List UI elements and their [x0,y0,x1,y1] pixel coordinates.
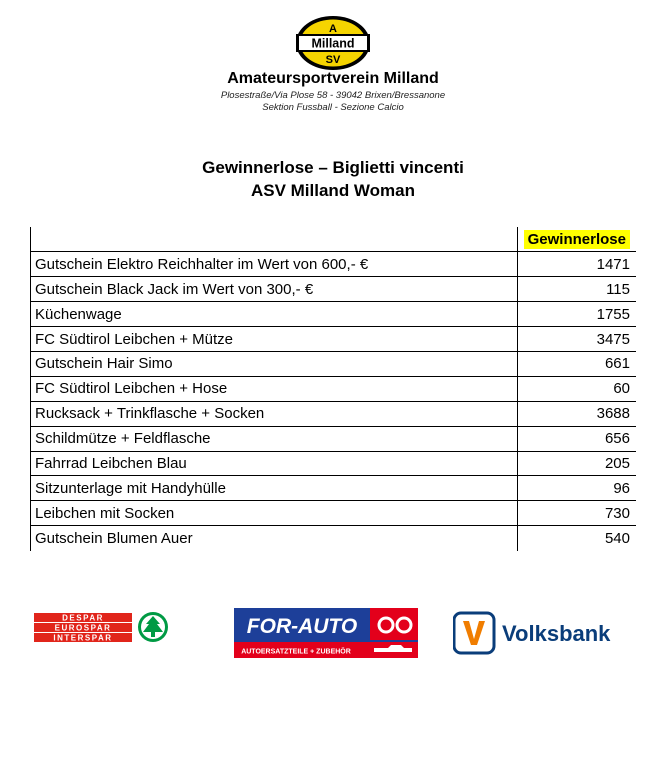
page-title [0,156,666,202]
table-row [31,351,637,376]
table-row [31,426,637,451]
table-row [31,277,637,302]
header-cell [518,227,637,252]
prize-table [30,227,636,551]
winning-number: 730 [518,501,637,526]
prize-name: Sitzunterlage mit Handyhülle [31,476,518,501]
prize-name: Gutschein Hair Simo [31,351,518,376]
winning-number: 96 [518,476,637,501]
winning-number: 661 [518,351,637,376]
table-row [31,526,637,551]
volksbank-name: Volksbank [502,621,611,646]
column-header: Gewinnerlose [524,230,630,249]
winning-number: 1755 [518,302,637,327]
title-line-2: ASV Milland Woman [250,181,416,200]
table-row [31,252,637,277]
prize-name: Schildmütze + Feldflasche [31,426,518,451]
title-line-1: Gewinnerlose – Biglietti vincenti [202,158,464,177]
club-name: Amateursportverein Milland [227,70,439,87]
table-row [31,451,637,476]
prize-name: Küchenwage [31,302,518,327]
section-line: Sektion Fussball - Sezione Calcio [262,102,404,113]
volksbank-letter: V [473,642,475,643]
prize-name: Gutschein Blumen Auer [31,526,518,551]
prize-name: Leibchen mit Socken [31,501,518,526]
table-row [31,476,637,501]
address-line: Plosestraße/Via Plose 58 - 39042 Brixen/Bressanone [220,90,446,101]
club-address [0,90,666,114]
winning-number: 3475 [518,327,637,352]
winning-number: 1471 [518,252,637,277]
table-header-row [31,227,637,252]
prize-name: Rucksack + Trinkflasche + Socken [31,401,518,426]
table-row [31,302,637,327]
winning-number: 3688 [518,401,637,426]
logo-top-text: A [329,23,337,35]
prize-name: FC Südtirol Leibchen + Mütze [31,327,518,352]
winning-number: 540 [518,526,637,551]
winning-number: 60 [518,376,637,401]
table-row [31,401,637,426]
eurospar-text: EUROSPAR [54,623,112,633]
interspar-text: INTERSPAR [53,633,113,643]
header-empty-cell [31,227,518,252]
forauto-logo [234,608,418,658]
winning-number: 115 [518,277,637,302]
winning-number: 656 [518,426,637,451]
logo-bottom-text: SV [325,54,341,66]
prize-name: FC Südtirol Leibchen + Hose [31,376,518,401]
club-logo [293,14,373,72]
table-row [31,501,637,526]
forauto-tagline: AUTOERSATZTEILE + ZUBEHÖR [241,648,351,656]
prize-name: Fahrrad Leibchen Blau [31,451,518,476]
table-row [31,327,637,352]
prize-name: Gutschein Black Jack im Wert von 300,- € [31,277,518,302]
despar-logo [33,604,179,652]
volksbank-logo [453,611,635,655]
table-row [31,376,637,401]
winning-number: 205 [518,451,637,476]
despar-text: DESPAR [62,613,104,623]
forauto-name: FOR-AUTO [246,615,358,638]
logo-middle-text: Milland [311,36,355,51]
prize-name: Gutschein Elektro Reichhalter im Wert von 600,- € [31,252,518,277]
